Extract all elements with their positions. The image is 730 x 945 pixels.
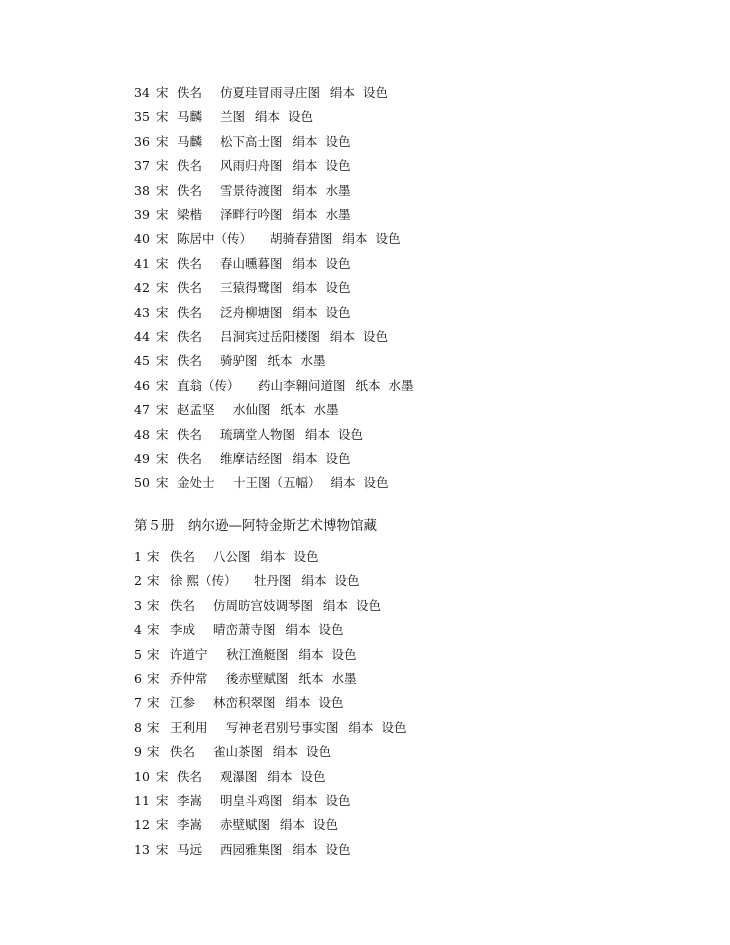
entry-title: 明皇斗鸡图 — [220, 793, 283, 808]
entry-number: 12 — [134, 817, 150, 833]
entry-artist: 马麟 — [177, 133, 203, 149]
entry-style: 水墨 — [388, 377, 414, 393]
entry-artist: 赵孟坚 — [177, 402, 215, 418]
entry-dynasty: 宋 — [147, 549, 160, 564]
entry-material: 绢本 — [323, 597, 349, 613]
entry-number: 45 — [134, 353, 150, 369]
entry-style: 水墨 — [325, 207, 351, 222]
entry-style: 设色 — [338, 426, 364, 442]
entry-details — [220, 816, 338, 834]
entry-title: 维摩诘经图 — [220, 451, 283, 466]
entry-material: 绢本 — [292, 280, 318, 296]
entry-material: 绢本 — [267, 768, 293, 784]
entry-style: 设色 — [318, 622, 344, 638]
entry-details — [220, 157, 351, 175]
entry-dynasty: 宋 — [156, 426, 169, 442]
entry-details — [213, 548, 319, 566]
entry-style: 设色 — [325, 793, 351, 808]
entry-number: 46 — [134, 377, 150, 393]
entry-number: 35 — [134, 109, 150, 125]
entry-title: 琉璃堂人物图 — [220, 426, 296, 442]
entry-dynasty: 宋 — [156, 841, 169, 857]
entry-material: 绢本 — [330, 329, 356, 344]
entry-number: 1 — [134, 549, 142, 564]
entry-number: 11 — [134, 793, 150, 808]
entry-style: 设色 — [325, 841, 351, 857]
entry-details — [220, 108, 313, 126]
entry-number: 48 — [134, 426, 150, 442]
entry-material: 纸本 — [267, 353, 293, 369]
entry-material: 绢本 — [292, 158, 318, 174]
entry-dynasty: 宋 — [156, 451, 169, 466]
entry-artist: 徐 熙（传） — [170, 573, 237, 589]
entry-details — [220, 304, 351, 322]
entry-style: 设色 — [356, 597, 382, 613]
entry-material: 绢本 — [305, 426, 331, 442]
entry-title: 写神老君别号事实图 — [226, 719, 339, 735]
entry-dynasty: 宋 — [147, 671, 160, 686]
entry-details — [220, 255, 351, 273]
entry-material: 纸本 — [355, 377, 381, 393]
entry-artist: 佚名 — [177, 85, 203, 100]
entry-title: 春山曛暮图 — [220, 255, 283, 271]
entry-style: 设色 — [318, 695, 344, 711]
entry-title: 林峦积翠图 — [213, 695, 276, 711]
entry-artist: 佚名 — [170, 549, 196, 564]
entry-material: 绢本 — [298, 646, 324, 662]
entry-style: 设色 — [375, 231, 401, 247]
entry-number: 34 — [134, 85, 150, 100]
entry-dynasty: 宋 — [156, 109, 169, 125]
entry-dynasty: 宋 — [147, 695, 160, 711]
entry-title: 观瀑图 — [220, 768, 258, 784]
entry-dynasty: 宋 — [156, 377, 169, 393]
entry-details — [220, 182, 351, 200]
entry-style: 设色 — [325, 304, 351, 320]
entry-details — [213, 743, 331, 761]
entry-details — [220, 841, 351, 859]
entry-artist: 马麟 — [177, 109, 203, 125]
entry-material: 绢本 — [292, 793, 318, 808]
entry-dynasty: 宋 — [147, 573, 160, 589]
entry-style: 设色 — [363, 85, 389, 100]
entry-title: 仿夏珪冒雨寻庄图 — [220, 85, 321, 100]
entry-title: 後赤壁赋图 — [226, 671, 289, 686]
entry-style: 设色 — [306, 744, 332, 760]
entry-artist: 佚名 — [177, 768, 203, 784]
entry-artist: 佚名 — [177, 304, 203, 320]
entry-material: 绢本 — [292, 451, 318, 466]
entry-artist: 李嵩 — [177, 817, 203, 833]
entry-artist: 梁楷 — [177, 207, 203, 222]
entry-details — [213, 597, 381, 615]
entry-artist: 佚名 — [177, 158, 203, 174]
entry-style: 水墨 — [300, 353, 326, 369]
entry-style: 水墨 — [331, 671, 357, 686]
entry-dynasty: 宋 — [156, 158, 169, 174]
entry-material: 绢本 — [285, 695, 311, 711]
entry-style: 设色 — [325, 451, 351, 466]
entry-details — [226, 646, 357, 664]
entry-artist: 佚名 — [177, 353, 203, 369]
entry-number: 38 — [134, 182, 150, 198]
entry-number: 6 — [134, 671, 142, 686]
entry-artist: 佚名 — [177, 426, 203, 442]
entry-title: 泛舟柳塘图 — [220, 304, 283, 320]
entry-number: 49 — [134, 451, 150, 466]
entry-material: 绢本 — [255, 109, 281, 125]
entry-details — [220, 450, 351, 468]
entry-material: 绢本 — [285, 622, 311, 638]
entry-details — [220, 279, 351, 297]
entry-details — [220, 426, 363, 444]
entry-style: 设色 — [293, 549, 319, 564]
entry-style: 设色 — [381, 719, 407, 735]
entry-artist: 许道宁 — [170, 646, 208, 662]
entry-title: 兰图 — [220, 109, 246, 125]
entry-number: 7 — [134, 695, 142, 711]
entry-title: 三猿得鹭图 — [220, 280, 283, 296]
entry-dynasty: 宋 — [156, 793, 169, 808]
entry-dynasty: 宋 — [156, 329, 169, 344]
entry-style: 设色 — [325, 158, 351, 174]
entry-number: 10 — [134, 768, 150, 784]
entry-details — [233, 474, 389, 492]
entry-style: 设色 — [313, 817, 339, 833]
entry-dynasty: 宋 — [147, 597, 160, 613]
entry-artist: 佚名 — [177, 255, 203, 271]
entry-dynasty: 宋 — [156, 133, 169, 149]
entry-style: 设色 — [334, 573, 360, 589]
entry-title: 八公图 — [213, 549, 251, 564]
entry-style: 设色 — [363, 329, 389, 344]
entry-dynasty: 宋 — [156, 817, 169, 833]
entry-dynasty: 宋 — [147, 622, 160, 638]
entry-title: 松下高士图 — [220, 133, 283, 149]
entry-title: 胡骑春猎图 — [270, 231, 333, 247]
entry-title: 风雨归舟图 — [220, 158, 283, 174]
entry-number: 8 — [134, 719, 142, 735]
entry-dynasty: 宋 — [147, 646, 160, 662]
entry-title: 西园雅集图 — [220, 841, 283, 857]
entry-number: 41 — [134, 255, 150, 271]
entry-artist: 王利用 — [170, 719, 208, 735]
entry-details — [220, 768, 326, 786]
entry-title: 骑驴图 — [220, 353, 258, 369]
entry-material: 绢本 — [273, 744, 299, 760]
entry-material: 绢本 — [348, 719, 374, 735]
entry-dynasty: 宋 — [156, 255, 169, 271]
entry-number: 42 — [134, 280, 150, 296]
entry-material: 绢本 — [292, 304, 318, 320]
entry-material: 绢本 — [292, 182, 318, 198]
entry-artist: 佚名 — [177, 280, 203, 296]
entry-details — [220, 206, 351, 224]
entry-number: 13 — [134, 841, 150, 857]
entry-title: 泽畔行吟图 — [220, 207, 283, 222]
entry-details — [220, 84, 388, 102]
entry-title: 药山李翱问道图 — [258, 377, 346, 393]
entry-style: 水墨 — [313, 402, 339, 418]
entry-details — [220, 792, 351, 810]
entry-number: 43 — [134, 304, 150, 320]
entry-details — [226, 670, 357, 688]
entry-dynasty: 宋 — [147, 744, 160, 760]
entry-material: 绢本 — [342, 231, 368, 247]
entry-title: 赤壁赋图 — [220, 817, 271, 833]
entry-dynasty: 宋 — [156, 768, 169, 784]
section-heading-volume-5: 第５册 纳尔逊—阿特金斯艺术博物馆藏 — [134, 518, 377, 534]
entry-style: 设色 — [300, 768, 326, 784]
entry-title: 雀山茶图 — [213, 744, 264, 760]
entry-details — [220, 352, 326, 370]
entry-details — [220, 133, 351, 151]
entry-title: 吕洞宾过岳阳楼图 — [220, 329, 321, 344]
entry-number: 3 — [134, 597, 142, 613]
entry-artist: 直翁（传） — [177, 377, 240, 393]
entry-artist: 佚名 — [177, 182, 203, 198]
entry-number: 5 — [134, 646, 142, 662]
entry-material: 纸本 — [298, 671, 324, 686]
entry-details — [258, 377, 414, 395]
entry-number: 50 — [134, 475, 150, 491]
entry-style: 水墨 — [325, 182, 351, 198]
entry-title: 雪景待渡图 — [220, 182, 283, 198]
entry-material: 绢本 — [292, 255, 318, 271]
entry-details — [270, 230, 401, 248]
entry-details — [213, 694, 344, 712]
entry-dynasty: 宋 — [156, 231, 169, 247]
entry-style: 设色 — [363, 475, 389, 491]
entry-number: 44 — [134, 329, 150, 344]
entry-style: 设色 — [331, 646, 357, 662]
entry-number: 40 — [134, 231, 150, 247]
entry-style: 设色 — [325, 133, 351, 149]
entry-artist: 马远 — [177, 841, 203, 857]
entry-style: 设色 — [325, 255, 351, 271]
entry-artist: 佚名 — [177, 329, 203, 344]
entry-style: 设色 — [325, 280, 351, 296]
entry-number: 37 — [134, 158, 150, 174]
entry-title: 十王图（五幅） — [233, 475, 321, 491]
entry-dynasty: 宋 — [156, 402, 169, 418]
entry-artist: 李成 — [170, 622, 196, 638]
entry-style: 设色 — [288, 109, 314, 125]
entry-dynasty: 宋 — [156, 353, 169, 369]
entry-material: 绢本 — [292, 841, 318, 857]
entry-number: 39 — [134, 207, 150, 222]
entry-number: 36 — [134, 133, 150, 149]
entry-details — [226, 719, 407, 737]
entry-title: 水仙图 — [233, 402, 271, 418]
entry-material: 绢本 — [301, 573, 327, 589]
entry-title: 晴峦萧寺图 — [213, 622, 276, 638]
entry-dynasty: 宋 — [156, 182, 169, 198]
entry-artist: 江参 — [170, 695, 196, 711]
entry-material: 绢本 — [330, 85, 356, 100]
entry-artist: 李嵩 — [177, 793, 203, 808]
entry-dynasty: 宋 — [156, 207, 169, 222]
entry-title: 牡丹图 — [254, 573, 292, 589]
entry-dynasty: 宋 — [156, 85, 169, 100]
entry-number: 9 — [134, 744, 142, 760]
entry-artist: 佚名 — [170, 744, 196, 760]
entry-details — [220, 328, 388, 346]
entry-details — [254, 572, 360, 590]
entry-number: 47 — [134, 402, 150, 418]
entry-material: 绢本 — [260, 549, 286, 564]
entry-dynasty: 宋 — [147, 719, 160, 735]
entry-material: 绢本 — [292, 207, 318, 222]
entry-material: 绢本 — [280, 817, 306, 833]
entry-title: 秋江渔艇图 — [226, 646, 289, 662]
entry-material: 绢本 — [330, 475, 356, 491]
entry-artist: 乔仲常 — [170, 671, 208, 686]
entry-artist: 佚名 — [170, 597, 196, 613]
entry-details — [213, 621, 344, 639]
entry-material: 纸本 — [280, 402, 306, 418]
entry-material: 绢本 — [292, 133, 318, 149]
entry-number: 4 — [134, 622, 142, 638]
entry-number: 2 — [134, 573, 142, 589]
entry-title: 仿周昉宫妓调琴图 — [213, 597, 314, 613]
entry-dynasty: 宋 — [156, 475, 169, 491]
entry-artist: 佚名 — [177, 451, 203, 466]
entry-details — [233, 401, 339, 419]
entry-artist: 陈居中（传） — [177, 231, 253, 247]
entry-artist: 金处士 — [177, 475, 215, 491]
entry-dynasty: 宋 — [156, 280, 169, 296]
entry-dynasty: 宋 — [156, 304, 169, 320]
